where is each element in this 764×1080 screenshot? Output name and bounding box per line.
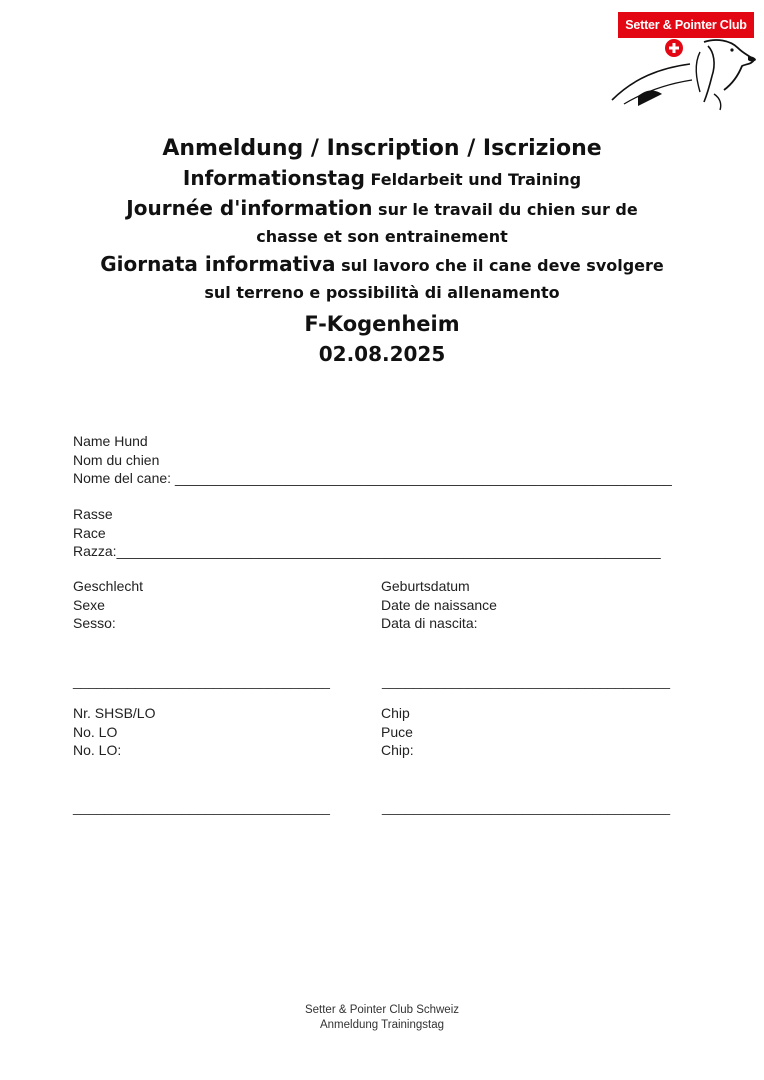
sex-field <box>73 577 373 633</box>
chip-label-it: Chip: <box>381 742 414 758</box>
birthdate-label-it: Data di nascita: <box>381 615 478 631</box>
shsb-label-it: No. LO: <box>73 742 122 758</box>
sex-label-fr: Sexe <box>73 596 105 613</box>
birthdate-field <box>381 577 701 633</box>
shsb-field <box>73 704 373 760</box>
title-french-rest: sur le travail du chien sur de <box>372 200 638 219</box>
dog-name-field <box>73 432 713 488</box>
event-date: 02.08.2025 <box>318 342 446 366</box>
sex-label-it: Sesso: <box>73 615 116 631</box>
shsb-label-fr: No. LO <box>73 723 118 740</box>
title-italian <box>0 250 764 280</box>
title-french-line2: chasse et son entrainement <box>256 227 508 246</box>
breed-field <box>73 505 713 561</box>
footer-club-name: Setter & Pointer Club Schweiz <box>304 1004 460 1016</box>
birthdate-label-fr: Date de naissance <box>381 596 497 613</box>
chip-input-line[interactable]: _____________________________________ <box>382 799 671 815</box>
dog-name-label-fr: Nom du chien <box>73 451 160 468</box>
birthdate-label-de: Geburtsdatum <box>381 578 470 594</box>
shsb-input-line[interactable]: _________________________________ <box>73 799 330 815</box>
dog-name-label-de: Name Hund <box>73 433 148 449</box>
club-logo <box>604 12 760 120</box>
breed-label-fr: Race <box>73 524 106 541</box>
chip-label-fr: Puce <box>381 723 413 740</box>
title-italian-line2: sul terreno e possibilità di allenamento <box>204 283 560 302</box>
title-german-rest: Feldarbeit und Training <box>364 170 582 189</box>
page-title: Anmeldung / Inscription / Iscrizione <box>162 136 602 161</box>
title-italian-rest: sul lavoro che il cane deve svolgere <box>335 256 664 275</box>
sex-input-line[interactable]: _________________________________ <box>73 673 330 689</box>
chip-field <box>381 704 701 760</box>
birthdate-input-line[interactable]: _____________________________________ <box>382 673 671 689</box>
shsb-label-de: Nr. SHSB/LO <box>73 705 156 721</box>
title-french <box>0 194 764 224</box>
document-header <box>0 134 764 368</box>
event-location: F-Kogenheim <box>304 312 460 336</box>
breed-input-line[interactable]: _____________________________________________________________________ <box>116 543 661 559</box>
title-german <box>0 164 764 194</box>
footer-document-name: Anmeldung Trainingstag <box>319 1019 445 1031</box>
title-french-bold: Journée d'information <box>126 196 373 220</box>
title-german-bold: Informationstag <box>182 166 365 190</box>
title-italian-bold: Giornata informativa <box>100 252 336 276</box>
logo-text: Setter & Pointer Club <box>618 12 754 38</box>
sex-label-de: Geschlecht <box>73 578 144 594</box>
page-footer <box>0 1003 764 1033</box>
dog-name-label-it: Nome del cane: _______________________________________________________________ <box>73 470 672 486</box>
dog-name-input-line[interactable]: _______________________________________________________________ <box>171 470 672 486</box>
breed-label-de: Rasse <box>73 506 113 522</box>
chip-label-de: Chip <box>381 705 410 721</box>
breed-label-it: Razza:_____________________________________________________________________ <box>73 543 661 559</box>
